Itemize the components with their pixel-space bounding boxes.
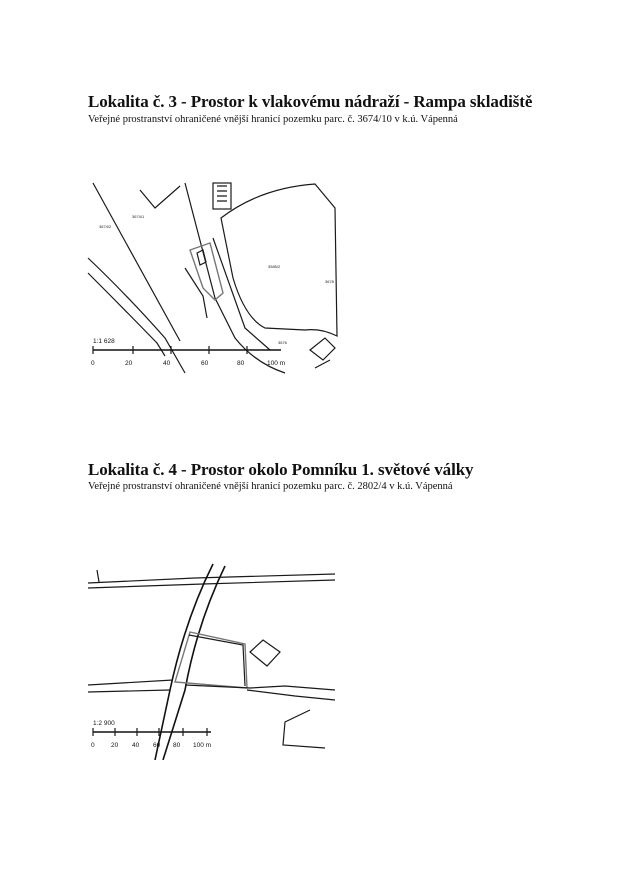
locality4-scale-tick: 40 <box>132 742 140 749</box>
locality3-scale-ratio: 1:1 628 <box>93 338 115 345</box>
locality3-scale-tick: 80 <box>237 360 245 367</box>
svg-text:3674/1: 3674/1 <box>132 214 145 219</box>
locality3-scale-tick: 60 <box>201 360 209 367</box>
locality3-scale-tick: 20 <box>125 360 133 367</box>
svg-text:3585/2: 3585/2 <box>268 264 281 269</box>
locality4-scale-ratio: 1:2 900 <box>93 720 115 727</box>
locality4-scale-tick: 100 m <box>193 742 212 749</box>
locality4-title: Lokalita č. 4 - Prostor okolo Pomníku 1. světové války <box>88 460 474 479</box>
locality4-scale-tick: 60 <box>153 742 161 749</box>
svg-text:3678: 3678 <box>325 279 334 284</box>
locality4-cadastral-map <box>85 560 340 760</box>
locality3-cadastral-map <box>85 178 345 378</box>
locality3-scale-tick: 0 <box>91 360 95 367</box>
locality4-scale-tick: 80 <box>173 742 181 749</box>
svg-text:3676: 3676 <box>278 340 287 345</box>
locality3-scale-tick: 100 m <box>267 360 286 367</box>
locality4-subtitle: Veřejné prostranství ohraničené vnější hranicí pozemku parc. č. 2802/4 v k.ú. Vápenná <box>88 481 453 492</box>
locality4-scale-tick: 20 <box>111 742 119 749</box>
svg-text:3674/2: 3674/2 <box>99 224 112 229</box>
locality3-scale-tick: 40 <box>163 360 171 367</box>
locality4-scale-tick: 0 <box>91 742 95 749</box>
locality3-subtitle: Veřejné prostranství ohraničené vnější hranicí pozemku parc. č. 3674/10 v k.ú. Vápenná <box>88 114 458 125</box>
locality3-title: Lokalita č. 3 - Prostor k vlakovému nádraží - Rampa skladiště <box>88 92 533 111</box>
